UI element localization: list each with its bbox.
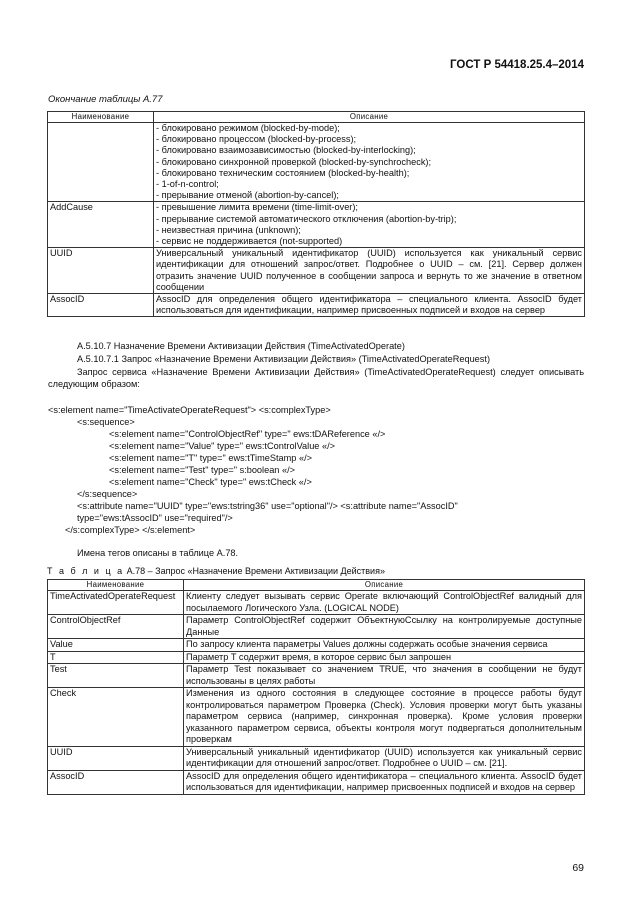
table-row <box>48 664 585 688</box>
table-a78 <box>47 579 585 795</box>
table-header-row <box>48 112 585 123</box>
row-description: Параметр T содержит время, в которое сервис был запрошен <box>184 651 585 664</box>
table-row <box>48 591 585 615</box>
section-heading: А.5.10.7 Назначение Времени Активизации Действия (TimeActivatedOperate) <box>77 341 405 351</box>
row-description: Клиенту следует вызывать сервис Operate включающий ControlObjectRef валидный для посылаемого Логического Узла. (LOGICAL NODE) <box>184 591 585 615</box>
row-name: AssocID <box>48 294 154 317</box>
list-item: - прерывание отменой (abortion-by-cancel); <box>156 190 339 201</box>
code-line: <s:element name="Check" type=" ews:tCheck «/> <box>109 477 312 487</box>
code-line: </s:sequence> <box>77 489 138 499</box>
row-description: AssocID для определения общего идентификатора – специального клиента. AssocID будет использоваться для идентификации, например присвоенных подписей и входов на сервер <box>154 294 585 317</box>
code-block <box>48 404 458 536</box>
row-name: UUID <box>48 248 154 294</box>
code-line: <s:sequence> <box>77 417 135 427</box>
code-line: type="ews:tAssocID" use="required"/> <box>77 513 233 523</box>
row-name: UUID <box>48 746 184 770</box>
code-line: </s:complexType> </s:element> <box>65 525 196 535</box>
row-description: Параметр Test показывает со значением TRUE, что значения в сообщении не будут использованы в целях работы <box>184 664 585 688</box>
table-row <box>48 294 585 317</box>
list-item: - блокировано режимом (blocked-by-mode); <box>156 123 340 133</box>
list-item: - блокировано процессом (blocked-by-process); <box>156 134 357 145</box>
table-row <box>48 688 585 747</box>
caption-text: А.78 – Запрос «Назначение Времени Активизации Действия» <box>126 566 385 576</box>
list-item: - сервис не поддерживается (not-supported) <box>156 236 343 247</box>
table-a77 <box>47 111 585 317</box>
table-row <box>48 746 585 770</box>
row-description: AssocID для определения общего идентификатора – специального клиента. AssocID будет использоваться для идентификации, например присвоенных подписей и входов на сервер <box>184 770 585 794</box>
table-row <box>48 651 585 664</box>
row-description <box>154 202 585 248</box>
row-description: Параметр ControlObjectRef содержит ОбъектнуюСсылку на контролируемые доступные Данные <box>184 615 585 639</box>
page-number: 69 <box>572 862 584 874</box>
row-name: TimeActivatedOperateRequest <box>48 591 184 615</box>
row-name: Value <box>48 639 184 652</box>
column-header-description: Описание <box>154 112 585 123</box>
code-line: <s:element name="TimeActivateOperateRequest"> <s:complexType> <box>48 405 331 415</box>
tags-note: Имена тегов описаны в таблице А.78. <box>77 548 239 558</box>
list-item: - блокировано взаимозависимостью (blocked-by-interlocking); <box>156 145 416 156</box>
code-line: <s:attribute name="UUID" type="ews:tstring36" use="optional"/> <s:attribute name="AssocID" <box>77 501 458 511</box>
row-name: AssocID <box>48 770 184 794</box>
row-description: Изменения из одного состояния в следующее состояние в процессе работы будут контролироваться параметром Проверка (Check). Условия проверки могут быть указаны параметром сервиса (например, синхронная проверка). Кроме условия проверки указанного параметром сервиса, объекты контроля могут подвергаться дополнительным проверкам <box>184 688 585 747</box>
document-code: ГОСТ Р 54418.25.4–2014 <box>450 59 584 71</box>
row-description: Универсальный уникальный идентификатор (UUID) используется как уникальный сервис идентификации для отношений запрос/ответ. Подробнее о UUID – см. [21]. Сервер должен отразить значение UUID полученное в сообщении запроса и вернуть то же значение в ответном сообщении <box>154 248 585 294</box>
list-item: - блокировано синхронной проверкой (blocked-by-synchrocheck); <box>156 156 432 167</box>
row-name <box>48 123 154 202</box>
code-line: <s:element name="ControlObjectRef" type=" ews:tDAReference «/> <box>109 429 386 439</box>
table-row <box>48 248 585 294</box>
row-name: Test <box>48 664 184 688</box>
row-name: T <box>48 651 184 664</box>
row-description: По запросу клиента параметры Values должны содержать особые значения сервиса <box>184 639 585 652</box>
column-header-name: Наименование <box>48 112 154 123</box>
column-header-description: Описание <box>184 580 585 591</box>
table-row <box>48 615 585 639</box>
table-row <box>48 202 585 248</box>
row-name: Check <box>48 688 184 747</box>
code-line: <s:element name="T" type=" ews:tTimeStamp «/> <box>109 453 312 463</box>
row-description: Универсальный уникальный идентификатор (UUID) используется как уникальный сервис идентификации для отношений запрос/ответ. Подробнее о UUID – см. [21]. <box>184 746 585 770</box>
list-item: - превышение лимита времени (time-limit-over); <box>156 202 358 213</box>
caption-prefix: Т а б л и ц а <box>47 566 125 576</box>
list-item: - прерывание системой автоматического отключения (abortion-by-trip); <box>156 213 457 224</box>
list-item: - 1-of-n-control; <box>156 179 219 190</box>
table-row <box>48 639 585 652</box>
paragraph: Запрос сервиса «Назначение Времени Активизации Действия» (TimeActivatedOperateRequest) следует описывать следующим образом: <box>48 367 584 390</box>
column-header-name: Наименование <box>48 580 184 591</box>
row-name: AddCause <box>48 202 154 248</box>
list-item: - блокировано техническим состоянием (blocked-by-health); <box>156 167 410 178</box>
row-description <box>154 123 585 202</box>
code-line: <s:element name="Value" type=" ews:tControlValue «/> <box>109 441 335 451</box>
subsection-heading: А.5.10.7.1 Запрос «Назначение Времени Активизации Действия» (TimeActivatedOperateRequest) <box>77 354 491 364</box>
table-header-row <box>48 580 585 591</box>
code-line: <s:element name="Test" type=" s:boolean «/> <box>109 465 295 475</box>
row-name: ControlObjectRef <box>48 615 184 639</box>
table78-caption <box>47 566 385 576</box>
table-row <box>48 770 585 794</box>
table-row <box>48 123 585 202</box>
table77-caption: Окончание таблицы А.77 <box>48 94 163 105</box>
list-item: - неизвестная причина (unknown); <box>156 224 301 235</box>
